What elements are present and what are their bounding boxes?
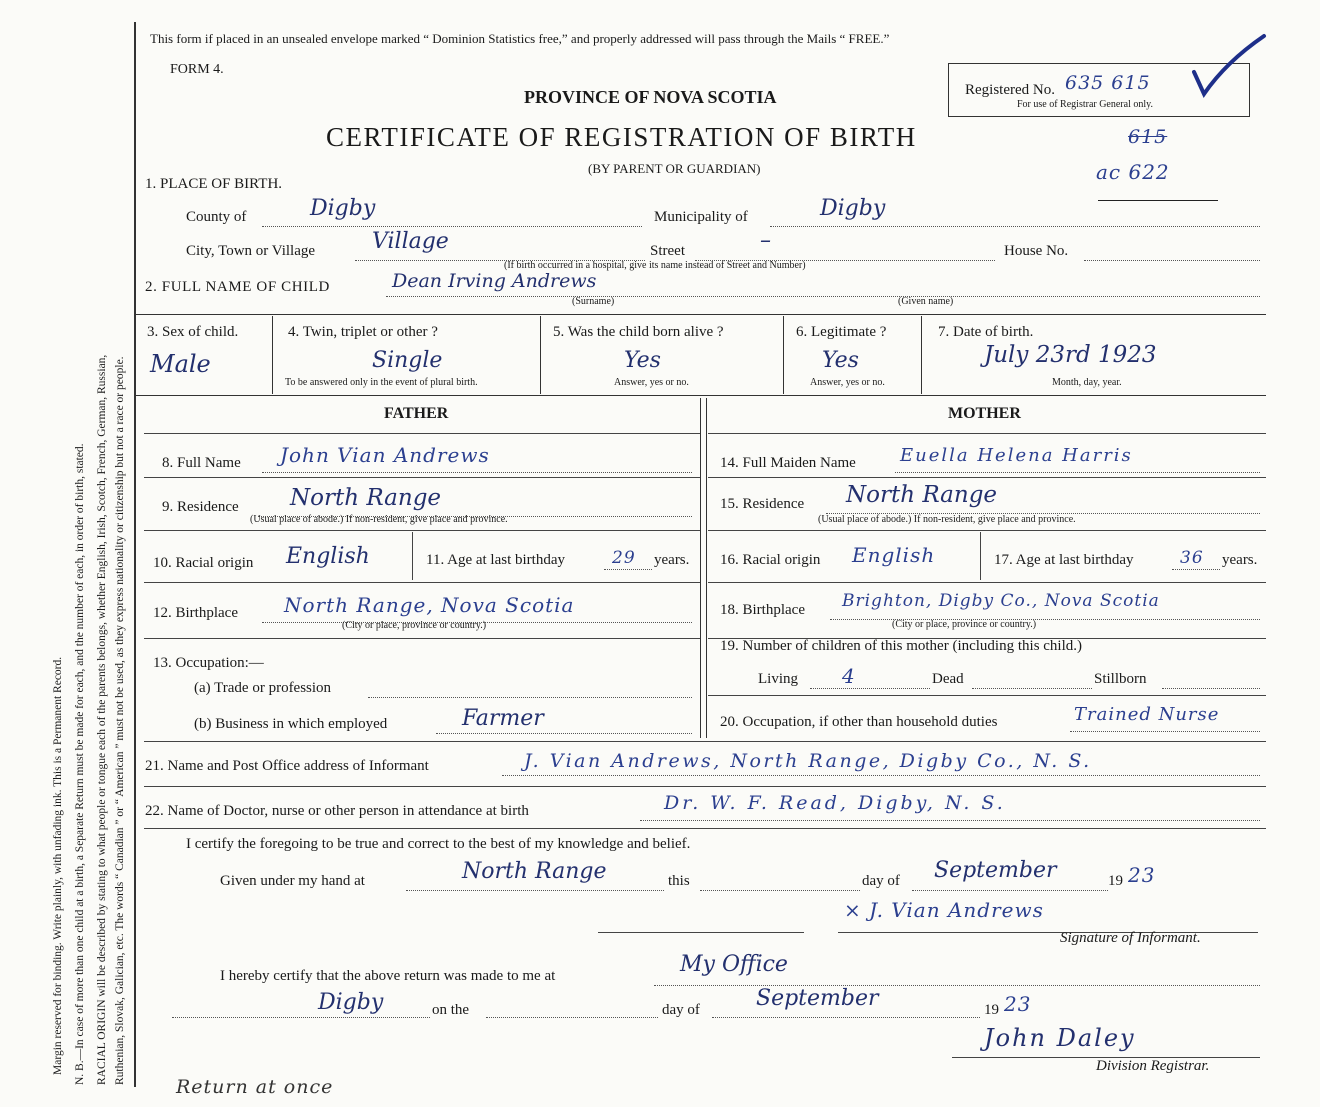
race-age-divider-m [980, 532, 981, 580]
signature-line-left [598, 932, 804, 933]
row-3-7-div-4 [921, 316, 922, 394]
given-place-line [406, 890, 664, 891]
registrar-day-of-label: day of [662, 1002, 700, 1018]
row-3-7-bottom [134, 395, 1266, 396]
registered-label: Registered No. [965, 82, 1055, 98]
registrar-only-note: For use of Registrar General only. [1017, 99, 1153, 110]
twin-label: 4. Twin, triplet or other ? [288, 324, 438, 340]
hospital-note: (If birth occurred in a hospital, give its name instead of Street and Number) [504, 260, 806, 271]
rule-18 [708, 582, 1266, 583]
living-line [810, 688, 930, 689]
checkmark-icon [1190, 32, 1270, 102]
margin-code: ac 622 [1096, 160, 1170, 184]
rule-20 [708, 695, 1266, 696]
mother-occupation-value: Trained Nurse [1074, 704, 1220, 725]
business-line [436, 733, 692, 734]
certify-text: I certify the foregoing to be true and correct to the best of my knowledge and belief. [186, 836, 691, 852]
alive-label: 5. Was the child born alive ? [553, 324, 724, 340]
sex-label: 3. Sex of child. [147, 324, 239, 340]
registrar-text: I hereby certify that the above return was made to me at [220, 968, 556, 984]
county-line [262, 226, 642, 227]
doctor-value: Dr. W. F. Read, Digby, N. S. [664, 792, 1006, 814]
mother-age-unit: years. [1222, 552, 1258, 568]
child-name-label: 2. FULL NAME OF CHILD [145, 279, 330, 295]
margin-note-racial-origin: RACIAL ORIGIN will be described by stating to what people or tongue each of the parents belongs, whether English, Irish, Scotch, French, German, Russian, [96, 354, 108, 1085]
registrar-on-the-label: on the [432, 1002, 470, 1018]
mother-race-label: 16. Racial origin [720, 552, 821, 568]
municipality-label: Municipality of [654, 209, 748, 225]
living-label: Living [758, 671, 798, 687]
mother-birthplace-label: 18. Birthplace [720, 602, 805, 618]
rule-16 [708, 530, 1266, 531]
sex-value: Male [150, 350, 211, 378]
registrar-month-line [712, 1017, 980, 1018]
living-value: 4 [842, 664, 856, 688]
dob-label: 7. Date of birth. [938, 324, 1034, 340]
trade-line [368, 697, 692, 698]
registrar-town-value: Digby [318, 990, 384, 1015]
father-birthplace-value: North Range, Nova Scotia [284, 593, 575, 617]
rule-21 [144, 741, 1266, 742]
row-3-7-div-3 [783, 316, 784, 394]
province-heading: PROVINCE OF NOVA SCOTIA [524, 87, 777, 107]
father-age-line [604, 569, 652, 570]
page-title: CERTIFICATE OF REGISTRATION OF BIRTH [326, 122, 917, 152]
rule-9 [144, 477, 700, 478]
legitimate-label: 6. Legitimate ? [796, 324, 887, 340]
day-line [700, 890, 860, 891]
this-label: this [668, 873, 690, 889]
informant-signature: × J. Vian Andrews [844, 898, 1044, 922]
father-birthplace-label: 12. Birthplace [153, 605, 238, 621]
city-label: City, Town or Village [186, 243, 316, 259]
rule-8 [144, 433, 700, 434]
alive-value: Yes [624, 348, 661, 373]
registrar-signature: John Daley [984, 1024, 1136, 1052]
page-subtitle: (BY PARENT OR GUARDIAN) [588, 161, 761, 176]
twin-note: To be answered only in the event of plural birth. [285, 377, 478, 388]
doctor-line [640, 820, 1260, 821]
row-3-7-div-2 [540, 316, 541, 394]
house-no-label: House No. [1004, 243, 1069, 259]
registrar-year-value: 23 [1004, 992, 1032, 1016]
given-name-note: (Given name) [898, 296, 954, 307]
father-heading: FATHER [384, 405, 449, 422]
row-3-7-div-1 [272, 316, 273, 394]
business-value: Farmer [462, 706, 544, 731]
mother-occupation-label: 20. Occupation, if other than household duties [720, 714, 998, 730]
certify-day-of-label: day of [862, 873, 900, 889]
father-age-unit: years. [654, 552, 690, 568]
certify-month-line [912, 890, 1108, 891]
mother-age-value: 36 [1180, 548, 1204, 568]
rule-cert [144, 828, 1266, 829]
mother-age-label: 17. Age at last birthday [994, 552, 1134, 568]
legitimate-value: Yes [822, 348, 859, 373]
registrar-town-line [172, 1017, 430, 1018]
father-birthplace-note: (City or place, province or country.) [342, 620, 487, 631]
given-place-value: North Range [462, 859, 607, 884]
stillborn-line [1162, 688, 1260, 689]
mother-name-label: 14. Full Maiden Name [720, 455, 856, 471]
street-value: – [760, 228, 771, 253]
registrar-place-line [654, 985, 1260, 986]
father-name-label: 8. Full Name [162, 455, 241, 471]
certify-year-value: 23 [1128, 863, 1156, 887]
rule-13 [144, 638, 700, 639]
child-name-value: Dean Irving Andrews [392, 270, 597, 292]
informant-value: J. Vian Andrews, North Range, Digby Co., N. S. [524, 750, 1092, 772]
mother-residence-label: 15. Residence [720, 496, 805, 512]
street-label: Street [650, 243, 685, 259]
rule-12 [144, 582, 700, 583]
mother-name-line [895, 472, 1260, 473]
county-value: Digby [310, 196, 376, 221]
margin-note-separate-return: N. B.—In case of more than one child at a birth, a Separate Return must be made for each, and the number of each, in order of birth, stated. [74, 443, 86, 1085]
municipality-value: Digby [820, 196, 886, 221]
mother-birthplace-note: (City or place, province or country.) [892, 619, 1037, 630]
father-residence-note: (Usual place of abode.) If non-resident, give place and province. [250, 514, 508, 525]
signature-caption: Signature of Informant. [1060, 930, 1201, 946]
row-3-7-top [134, 314, 1266, 315]
children-count-label: 19. Number of children of this mother (including this child.) [720, 638, 1083, 654]
municipality-line [770, 226, 1260, 227]
mother-residence-value: North Range [846, 482, 998, 508]
occupation-label: 13. Occupation:— [153, 655, 264, 671]
father-mother-divider [700, 398, 701, 738]
margin-code-underline [1098, 200, 1218, 201]
certify-year-prefix: 19 [1108, 873, 1123, 889]
father-name-line [262, 472, 692, 473]
father-race-label: 10. Racial origin [153, 555, 254, 571]
rule-22 [144, 786, 1266, 787]
margin-note-nationality: Ruthenian, Slovak, Galician, etc. The words “ Canadian ” or “ American ” must not be used, as they express nationality or citizenship but not a race or people. [114, 356, 126, 1085]
mother-race-value: English [852, 543, 936, 567]
dead-label: Dead [932, 671, 964, 687]
father-mother-divider-2 [706, 398, 707, 738]
business-label: (b) Business in which employed [194, 716, 388, 732]
dead-line [972, 688, 1092, 689]
mother-occupation-line [1070, 731, 1260, 732]
surname-note: (Surname) [572, 296, 615, 307]
form-left-border [134, 22, 136, 1087]
race-age-divider-f [412, 532, 413, 580]
mail-notice: This form if placed in an unsealed envelope marked “ Dominion Statistics free,” and properly addressed will pass through the Mails “ FREE.” [150, 31, 890, 46]
place-of-birth-label: 1. PLACE OF BIRTH. [145, 176, 283, 192]
father-age-value: 29 [612, 548, 636, 568]
alive-note: Answer, yes or no. [614, 377, 689, 388]
mother-birthplace-value: Brighton, Digby Co., Nova Scotia [842, 591, 1160, 611]
registrar-caption: Division Registrar. [1096, 1058, 1210, 1074]
form-number: FORM 4. [170, 62, 224, 77]
mother-name-value: Euella Helena Harris [900, 445, 1133, 466]
rule-15 [708, 477, 1266, 478]
rule-14 [708, 433, 1266, 434]
dob-note: Month, day, year. [1052, 377, 1122, 388]
registrar-month-value: September [756, 986, 879, 1011]
stillborn-label: Stillborn [1094, 671, 1147, 687]
registrar-year-prefix: 19 [984, 1002, 999, 1018]
informant-label: 21. Name and Post Office address of Informant [145, 758, 429, 774]
doctor-label: 22. Name of Doctor, nurse or other person in attendance at birth [145, 803, 529, 819]
given-under-label: Given under my hand at [220, 873, 365, 889]
twin-value: Single [372, 348, 443, 373]
informant-line [502, 775, 1260, 776]
father-residence-label: 9. Residence [162, 499, 239, 515]
mother-age-line [1172, 569, 1220, 570]
house-no-line [1084, 260, 1260, 261]
father-race-value: English [286, 544, 370, 569]
struck-number: 615 [1128, 126, 1168, 148]
child-name-line [386, 296, 1260, 297]
father-residence-value: North Range [290, 485, 442, 511]
father-name-value: John Vian Andrews [280, 443, 490, 467]
registrar-day-line [486, 1017, 658, 1018]
bottom-note: Return at once [176, 1076, 334, 1098]
rule-10 [144, 530, 700, 531]
certify-month-value: September [934, 858, 1057, 883]
county-label: County of [186, 209, 247, 225]
mother-residence-note: (Usual place of abode.) If non-resident, give place and province. [818, 514, 1076, 525]
registered-number: 635 615 [1065, 72, 1151, 94]
registrar-place-value: My Office [680, 952, 788, 977]
trade-label: (a) Trade or profession [194, 680, 332, 696]
dob-value: July 23rd 1923 [984, 342, 1157, 368]
city-value: Village [372, 229, 449, 254]
mother-heading: MOTHER [948, 405, 1021, 422]
margin-note-binding: Margin reserved for binding. Write plainly, with unfading ink. This is a Permanent Record. [52, 656, 64, 1075]
legitimate-note: Answer, yes or no. [810, 377, 885, 388]
father-age-label: 11. Age at last birthday [426, 552, 565, 568]
